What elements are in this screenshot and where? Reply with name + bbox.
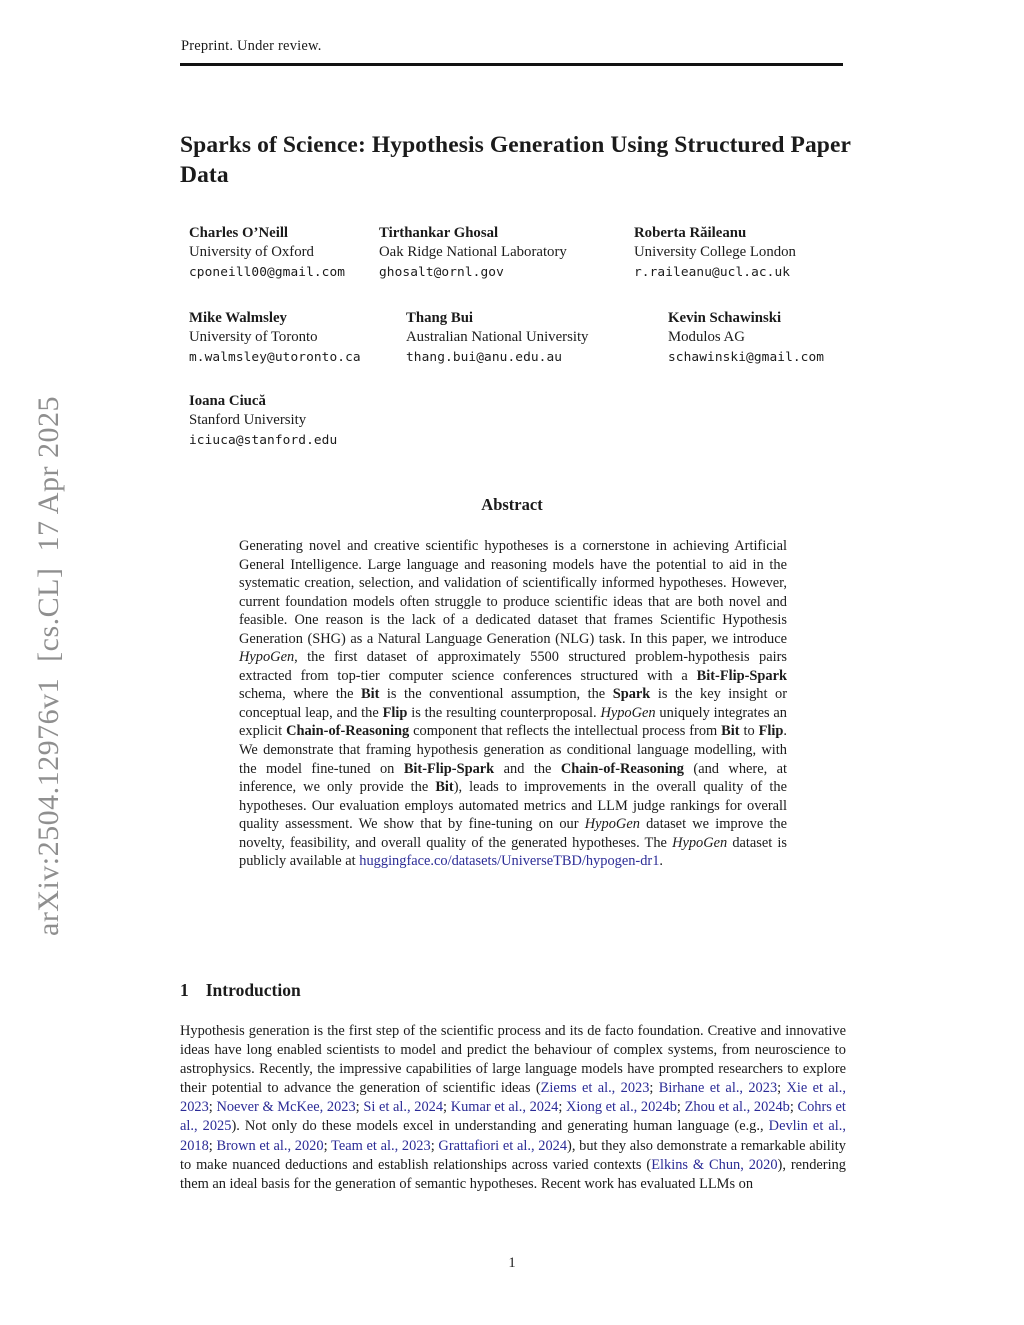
text-run: ). Not only do these models excel in understanding and generating human language (e.g., bbox=[231, 1118, 769, 1135]
text-run: dataset we improve the novelty, feasibility, and overall quality of the generated hypotheses. The bbox=[239, 816, 787, 851]
paper-title: Sparks of Science: Hypothesis Generation Using Structured Paper Data bbox=[180, 132, 851, 188]
bold-text: Bit bbox=[361, 686, 380, 703]
text-run: ; bbox=[676, 1099, 685, 1116]
author-affiliation: University of Oxford bbox=[189, 244, 314, 260]
dataset-link[interactable]: huggingface.co/datasets/UniverseTBD/hypogen-dr1 bbox=[359, 853, 660, 870]
text-run: and the bbox=[494, 760, 561, 777]
italic-text: HypoGen bbox=[600, 704, 656, 721]
text-run: ; bbox=[355, 1099, 364, 1116]
text-run: is the key insight or conceptual leap, and the bbox=[239, 686, 787, 721]
text-run: ; bbox=[208, 1099, 217, 1116]
text-run: ), but they also demonstrate a remarkable ability to make nuanced deductions and establish relationships across varied contexts ( bbox=[180, 1137, 846, 1173]
header-rule bbox=[180, 63, 843, 66]
page-number: 1 bbox=[508, 1255, 516, 1271]
text-run: . We demonstrate that framing hypothesis generation as conditional language modelling, with the model fine-tuned on bbox=[239, 723, 787, 777]
author-email: r.raileanu@ucl.ac.uk bbox=[634, 265, 791, 280]
author-email: ghosalt@ornl.gov bbox=[379, 265, 504, 280]
section-number: 1 bbox=[180, 980, 189, 1000]
bold-text: Bit-Flip-Spark bbox=[403, 760, 495, 777]
bold-text: Bit-Flip-Spark bbox=[696, 667, 787, 684]
text-run: schema, where the bbox=[239, 686, 362, 703]
preprint-note: Preprint. Under review. bbox=[181, 38, 322, 54]
author-email: schawinski@gmail.com bbox=[668, 350, 825, 365]
author-block bbox=[189, 309, 361, 367]
italic-text: HypoGen bbox=[239, 649, 295, 666]
text-run: ; bbox=[323, 1137, 332, 1154]
citation-link[interactable]: Cohrs et al., 2025 bbox=[180, 1099, 846, 1135]
text-run: ; bbox=[208, 1137, 217, 1154]
author-block bbox=[189, 224, 345, 282]
citation-link[interactable]: Zhou et al., 2024b bbox=[684, 1099, 790, 1116]
author-affiliation: University College London bbox=[634, 244, 796, 260]
bold-text: Bit bbox=[721, 723, 740, 740]
bold-text: Spark bbox=[612, 686, 651, 703]
author-block bbox=[189, 392, 337, 450]
author-name: Mike Walmsley bbox=[189, 310, 287, 326]
text-run: ; bbox=[777, 1080, 787, 1097]
section-heading-introduction bbox=[180, 980, 301, 1001]
abstract-heading: Abstract bbox=[481, 495, 543, 514]
text-run: ; bbox=[443, 1099, 451, 1116]
text-run: ; bbox=[430, 1137, 439, 1154]
section-title: Introduction bbox=[205, 980, 301, 1000]
citation-link[interactable]: Xiong et al., 2024b bbox=[566, 1099, 677, 1116]
author-name: Charles O’Neill bbox=[189, 225, 289, 241]
text-run: Hypothesis generation is the first step of the scientific process and its de facto foundation. Creative and innovative ideas have long enabled scientists to model and predict the behaviour of complex systems, from neuroscience to astrophysics. Recently, the impressive capabilities of large language models have prompted researchers to explore their potential to advance the generation of scientific ideas ( bbox=[180, 1023, 846, 1097]
author-email: iciuca@stanford.edu bbox=[189, 433, 338, 448]
bold-text: Chain-of-Reasoning bbox=[560, 760, 684, 777]
text-run: is the resulting counterproposal. bbox=[407, 704, 601, 721]
author-block bbox=[634, 224, 796, 282]
text-run: ), rendering them an ideal basis for the generation of semantic hypotheses. Recent work has evaluated LLMs on bbox=[180, 1156, 846, 1192]
citation-link[interactable]: Xie et al., 2023 bbox=[180, 1080, 846, 1116]
bold-text: Chain-of-Reasoning bbox=[286, 723, 410, 740]
author-block bbox=[379, 224, 567, 282]
citation-link[interactable]: Birhane et al., 2023 bbox=[658, 1080, 778, 1097]
citation-link[interactable]: Ziems et al., 2023 bbox=[540, 1080, 650, 1097]
citation-link[interactable]: Elkins & Chun, 2020 bbox=[651, 1156, 778, 1173]
text-run: Generating novel and creative scientific hypotheses is a cornerstone in achieving Artificial General Intelligence. Large language and reasoning models have the potential to aid in the systematic creation, selection, and validation of scientifically informed hypotheses. However, current foundation models often struggle to produce scientific ideas that are both novel and feasible. One reason is the lack of a dedicated dataset that frames Scientific Hypothesis Generation (SHG) as a Natural Language Generation (NLG) task. In this paper, we introduce bbox=[239, 538, 787, 647]
author-block bbox=[668, 309, 824, 367]
introduction-paragraph bbox=[180, 1022, 846, 1194]
bold-text: Bit bbox=[435, 779, 454, 796]
text-run: to bbox=[739, 723, 759, 740]
author-name: Thang Bui bbox=[406, 310, 474, 326]
text-run: uniquely integrates an explicit bbox=[239, 704, 787, 740]
text-run: ; bbox=[789, 1099, 798, 1116]
author-name: Roberta Răileanu bbox=[634, 225, 747, 241]
text-run: ; bbox=[649, 1080, 659, 1097]
author-affiliation: Australian National University bbox=[406, 329, 589, 345]
citation-link[interactable]: Si et al., 2024 bbox=[363, 1099, 444, 1116]
author-name: Kevin Schawinski bbox=[668, 310, 782, 326]
italic-text: HypoGen bbox=[584, 816, 640, 833]
text-run: (and where, at inference, we only provide the bbox=[239, 760, 787, 796]
author-affiliation: University of Toronto bbox=[189, 329, 318, 345]
text-run: is the conventional assumption, the bbox=[379, 686, 613, 703]
citation-link[interactable]: Kumar et al., 2024 bbox=[450, 1099, 559, 1116]
citation-link[interactable]: Brown et al., 2020 bbox=[216, 1137, 324, 1154]
author-name: Tirthankar Ghosal bbox=[379, 225, 499, 241]
italic-text: HypoGen bbox=[672, 834, 728, 851]
bold-text: Flip bbox=[758, 723, 784, 740]
text-run: ; bbox=[558, 1099, 567, 1116]
text-run: ), leads to improvements in the overall quality of the hypotheses. Our evaluation employs automated metrics and LLM judge rankings for overall quality assessment. We show that by fine-tuning on our bbox=[239, 779, 787, 833]
author-affiliation: Oak Ridge National Laboratory bbox=[379, 244, 567, 260]
bold-text: Flip bbox=[382, 704, 408, 721]
author-email: m.walmsley@utoronto.ca bbox=[189, 350, 361, 365]
citation-link[interactable]: Team et al., 2023 bbox=[331, 1137, 431, 1154]
citation-link[interactable]: Grattafiori et al., 2024 bbox=[438, 1137, 568, 1154]
citation-link[interactable]: Noever & McKee, 2023 bbox=[216, 1099, 356, 1116]
author-affiliation: Stanford University bbox=[189, 412, 307, 428]
text-run: component that reflects the intellectual process from bbox=[409, 723, 722, 740]
text-run: dataset is publicly available at bbox=[239, 834, 788, 870]
author-name: Ioana Ciucă bbox=[189, 393, 266, 409]
author-block bbox=[406, 309, 588, 367]
text-run: . bbox=[659, 853, 664, 870]
author-email: cponeill00@gmail.com bbox=[189, 265, 346, 280]
author-email: thang.bui@anu.edu.au bbox=[406, 350, 563, 365]
text-run: , the first dataset of approximately 5500 structured problem-hypothesis pairs extracted from top-tier computer science conferences structured with a bbox=[239, 649, 787, 684]
arxiv-watermark: arXiv:2504.12976v1 [cs.CL] 17 Apr 2025 bbox=[32, 396, 65, 936]
abstract-paragraph bbox=[239, 537, 787, 871]
citation-link[interactable]: Devlin et al., 2018 bbox=[180, 1118, 846, 1154]
author-affiliation: Modulos AG bbox=[668, 329, 745, 345]
